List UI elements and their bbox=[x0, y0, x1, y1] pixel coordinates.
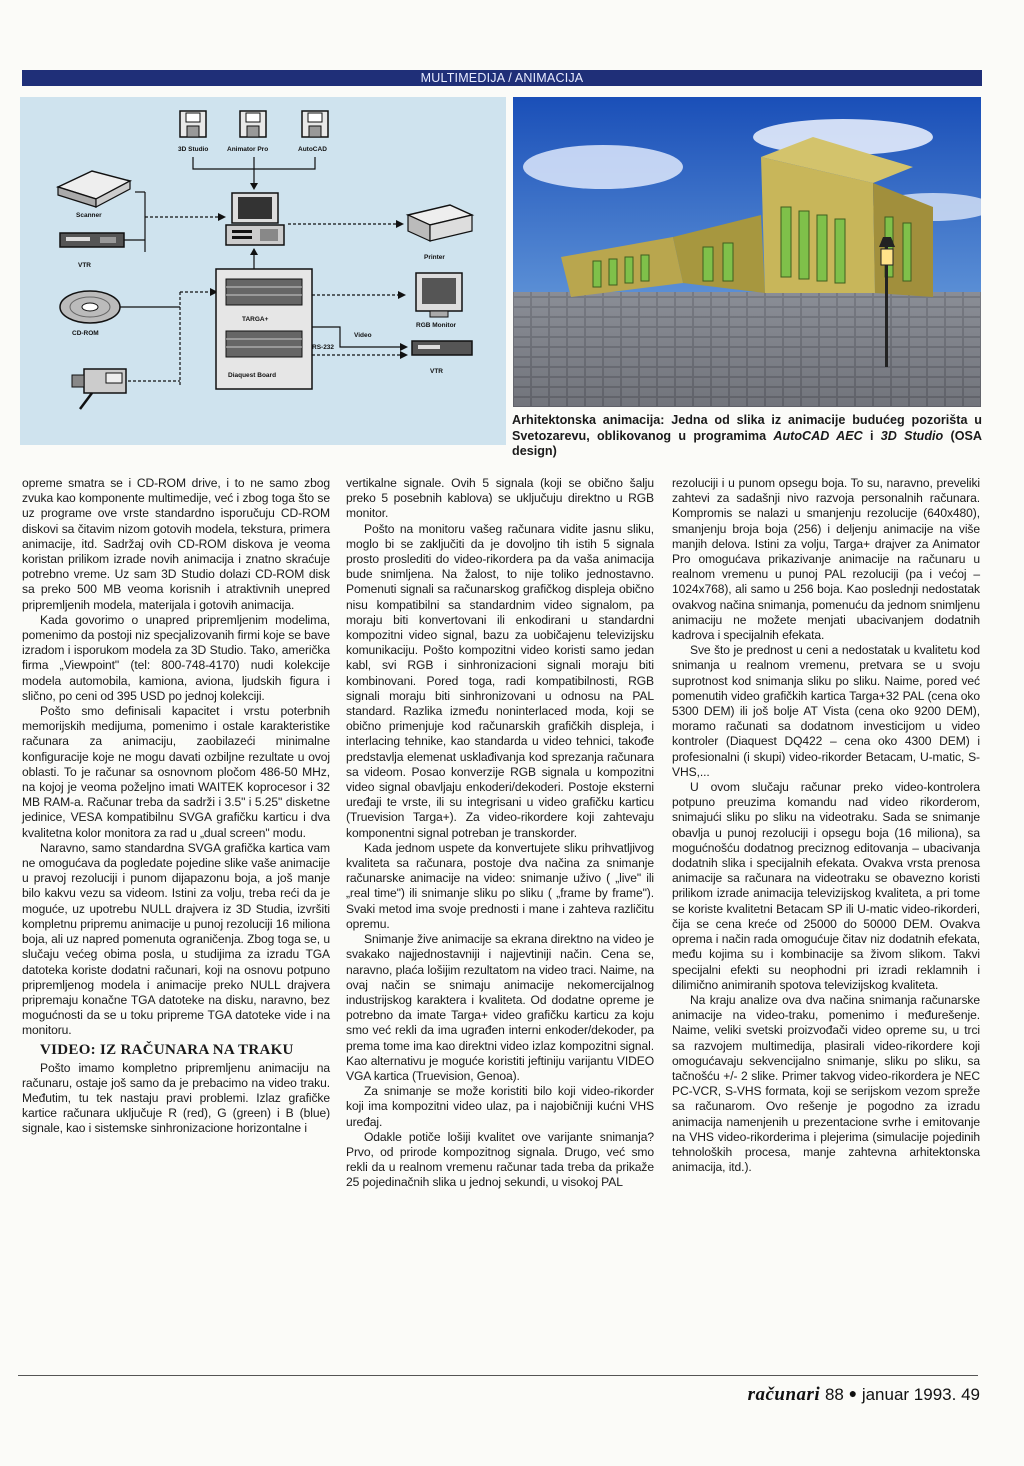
paragraph: Na kraju analize ova dva načina snimanja računarske animacije na video-traku, pomenimo i međurešenje. Naime, veliki svetski proizvođači video opreme su, u trci sa razvojem multimedija, plasirali video-rikordere koji omogućavaju sekvencijalno snimanje, sliku po sliku, sa tačnošću +/- 2 slike. Primer takvog video-rikordera je NEC PC-VCR, S-VHS formata, koji se serijskom vezom spreže sa računarom. Ovo rešenje je pogodno za izradu animacija namenjenih u prezentacione svrhe i emitovanje na VHS video-rikorderima i plejerima (simulacije pojedinih tehnoloških procesa, manje zahtevna arhitektonska animacija, itd.). bbox=[672, 992, 980, 1175]
bullet-separator: ● bbox=[848, 1385, 858, 1401]
text-column-2 bbox=[346, 476, 654, 1191]
label-3d-studio: 3D Studio bbox=[178, 146, 209, 153]
video-camera-icon bbox=[72, 369, 126, 409]
text-column-1 bbox=[22, 476, 330, 1137]
page-number: 49 bbox=[961, 1385, 980, 1404]
paragraph: Kada jednom uspete da konvertujete sliku prihvatljivog kvaliteta sa računara, postoje dva načina za snimanje računarske animacije na video: snimanje uživo ( „live" ili „real time") ili snimanje sliku po sliku ( „frame by frame"). Svaki metod ima svoje prednosti i mane i zahteva različitu opremu. bbox=[346, 840, 654, 931]
issue-date: januar 1993. bbox=[861, 1385, 957, 1404]
label-scanner: Scanner bbox=[76, 212, 102, 219]
label-rgb-monitor: RGB Monitor bbox=[416, 322, 457, 329]
section-header-bar bbox=[22, 70, 982, 86]
printer-icon bbox=[408, 205, 472, 241]
floppy-autocad-icon bbox=[302, 111, 328, 137]
caption-lead: Arhitektonska animacija: Jedna od slika iz animacije budućeg pozorišta u Svetozarevu, oblikovanog u programima bbox=[512, 413, 982, 443]
caption-software2: 3D Studio bbox=[880, 428, 944, 443]
label-rs232: RS-232 bbox=[312, 344, 335, 351]
label-autocad: AutoCAD bbox=[298, 146, 327, 153]
scanner-icon bbox=[58, 171, 130, 207]
paragraph: Snimanje žive animacije sa ekrana direktno na video je svakako najjednostavniji i najjevtiniji način. Cena se, naravno, plaća lošijim rezultatom na video traci. Naime, na ovaj način se snimaju animacije nekomercijalnog industrijskog karaktera i kvaliteta. Od dodatne opreme je potrebno da imate Targa+ video grafičku karticu za koju smo već rekli da ima ugrađen interni enkoder/dekoder, pa prema tome ima kao direktni video izlaz kompozitni signal. Kao alternativu je moguće koristiti jeftiniju varijantu VIDEO VGA kartica (Truevision, Genoa). bbox=[346, 932, 654, 1083]
label-vtr-left: VTR bbox=[78, 262, 91, 269]
paragraph: Pošto smo definisali kapacitet i vrstu poterbnih memorijskih medijuma, pomenimo i ostale karakteristike računara za animaciju, zaobilazeći minimalne konfiguracije koje ne mogu davati ozbiljne rezultate u ovoj oblasti. To je računar sa osnovnom pločom 486-50 MHz, na kojoj je veoma poželjno imati WAITEK koprocesor i 32 MB RAM-a. Računar treba da sadrži i 3.5" i 5.25" disketne jedinice, VESA kompatibilnu SVGA grafičku karticu i dva kvalitetna kolor monitora za rad u „dual screen" modu. bbox=[22, 704, 330, 840]
paragraph: Pošto imamo kompletno pripremljenu animaciju na računaru, ostaje još samo da je prebacimo na video traku. Međutim, tu tek nastaju pravi problemi. Izlaz grafičke kartice računara uključuje R (red), G (green) i B (blue) signale, kao i sistemske sinhronizacione horizontalne i bbox=[22, 1060, 330, 1136]
floppy-3d-studio-icon bbox=[180, 111, 206, 137]
image-caption bbox=[512, 413, 982, 460]
label-video: Video bbox=[354, 332, 372, 339]
render-svg bbox=[513, 97, 981, 407]
vtr-left-icon bbox=[60, 233, 124, 247]
vtr-right-icon bbox=[412, 341, 472, 355]
paragraph: Naravno, samo standardna SVGA grafička kartica vam ne omogućava da pogledate pojedine slike vaše animacije u pravoj rezoluciji i punom dijapazonu boja, a još manje bilo kakvu vezu sa videom. Istini za volju, treba reći da je moguće, uz upotrebu NULL drajvera iz 3D Studia, izvršiti kompletnu pripremu animacije u punoj rezoluciji 16 miliona boja, ali uz napred pomenuta ograničenja. Zbog toga se, u slučaju većeg obima posla, u studijima za izradu TGA datoteka koriste dodatni računari, koji na osnovu potpuno pripremljenog modela i animacije preko NULL drajvera pripremaju konačne TGA datoteke na disku, naravno, bez mogućnosti da se u toku pripreme TGA datoteke vide i na monitoru. bbox=[22, 840, 330, 1038]
diagram-svg bbox=[20, 97, 506, 445]
label-cdrom: CD-ROM bbox=[72, 330, 99, 337]
label-targa: TARGA+ bbox=[242, 316, 269, 323]
rgb-monitor-icon bbox=[416, 273, 462, 317]
system-diagram bbox=[20, 97, 506, 445]
caption-software: AutoCAD AEC bbox=[773, 428, 863, 443]
paragraph: Sve što je prednost u ceni a nedostatak u kvalitetu kod snimanja u realnom vremenu, pretvara se u svoju suprotnost kod snimanja sliku po sliku. Naime, pored već pomenutih video grafičkih kartica Targa+32 PAL (cena oko 5300 DEM) ili još bolje AT Vista (cena oko 9200 DEM), moramo računati sa dodatnom investicijom u video kontroler (Diaquest DQ422 – cena oko 4300 DEM) i profesionalni (i skupi) video-rikorder Betacam, U-matic, S-VHS,... bbox=[672, 643, 980, 779]
caption-tail: (OSA design) bbox=[512, 428, 982, 458]
paragraph: U ovom slučaju računar preko video-kontrolera potpuno preuzima komandu nad video rikorderom, snimajući sliku po sliku na videotraku. Sada se snimanje obavlja u punoj rezoluciji i opsegu boja (16 miliona), sa mogućnošću dodatnog preciznog editovanja – ubacivanja dodatnih slika i specijalnih efekata. Ovakva vrsta prenosa animacije sa računara na videotraku se obavezno koristi prilikom izrade animacija televizijskog kvaliteta, a pri tome se koriste kvalitetni Betacam SP ili U-matic video-rikorderi, čija se cena kreće od 25000 do 50000 DEM. Ovakva oprema i način rada omogućuje čitav niz dodatnih efekata, među kojima su i kombinacije sa živom slikom. Takvi specijalni efekti su neophodni pri izradi reklamnih i dilimično animiranih spotova televizijskog kvaliteta. bbox=[672, 780, 980, 992]
label-printer: Printer bbox=[424, 254, 445, 261]
section-subheading: VIDEO: IZ RAČUNARA NA TRAKU bbox=[40, 1041, 294, 1058]
board-stack bbox=[216, 269, 312, 389]
paragraph: vertikalne signale. Ovih 5 signala (koji se obično šalju preko 5 posebnih kablova) se uključuju direktno u RGB monitor. bbox=[346, 476, 654, 521]
footer-rule bbox=[18, 1375, 978, 1376]
paragraph: Za snimanje se može koristiti bilo koji video-rikorder koji ima kompozitni video ulaz, pa i najobičniji kućni VHS uređaj. bbox=[346, 1084, 654, 1129]
architectural-render-image bbox=[513, 97, 981, 407]
paragraph: Pošto na monitoru vašeg računara vidite jasnu sliku, moglo bi se zaključiti da je dovoljno tih istih 5 signala prosto proslediti do video-rikordera pa da vaša animacija bude snimljena. Na žalost, to nije toliko jednostavno. Pomenuti signali sa računarskog grafičkog displeja obično nisu kompatibilni sa standardnim video signalom, pa moraju biti konvertovani ili enkodirani u standardni kompozitni video signal, bazu za uobičajenu televizijsku komunikaciju. Pošto kompozitni video koristi samo jedan kabl, svi RGB i sinhronizacioni signali moraju biti kombinovani. Pored toga, radi kompatibilnosti, RGB signali moraju biti sinhronizovani u odnosu na PAL standard. Razlika između noninterlaced moda, koji se obično primenjuje kod računarskih grafičkih displeja, i interlacing tehnike, kao standarda u video tehnici, takođe predstavlja elemenat usklađivanja kod sprezanja računara sa videom. Posao konverzije RGB signala u kompozitni video signal obavljaju enkoderi/dekoderi. Postoje eksterni uređaji te vrste, ili su integrisani u video grafičku karticu (Truevision Targa+). Za video-rikordere koji zahtevaju komponentni signal potreban je transkorder. bbox=[346, 521, 654, 840]
text-column-3 bbox=[672, 476, 980, 1175]
caption-mid: i bbox=[862, 428, 881, 443]
issue-number: 88 bbox=[824, 1385, 844, 1404]
pc-computer-icon bbox=[226, 193, 284, 245]
floppy-animator-pro-icon bbox=[240, 111, 266, 137]
cdrom-disc-icon bbox=[60, 291, 120, 323]
section-title: MULTIMEDIJA / ANIMACIJA bbox=[420, 71, 584, 85]
paragraph: rezoluciji i u punom opsegu boja. To su, naravno, preveliki zahtevi za sadašnji nivo razvoja personalnih računara. Kompromis se nalazi u smanjenju rezolucije (640x480), smanjenju broja boja (256) i deljenju animacije na više manjih delova. Istini za volju, Targa+ drajver za Animator Pro omogućava prikazivanje animacije na računaru u realnom vremenu u punoj PAL rezoluciji (pa i većoj – 1024x768), ali samo u 256 boja. Kao poslednji nedostatak ovakvog načina snimanja, pomenuću da jednom snimljenu animaciju ne možete menjati ubacivanjem dodatnih kadrova i specijalnih efekata. bbox=[672, 476, 980, 643]
label-animator-pro: Animator Pro bbox=[227, 146, 269, 153]
page-footer bbox=[748, 1383, 980, 1405]
paragraph: opreme smatra se i CD-ROM drive, i to ne samo zbog zvuka kao komponente multimedije, već i zbog toga što se uz programe ove vrste standardno isporučuju CD-ROM diskovi sa čitavim nizom gotovih modela, tekstura, primera animacije, itd. Sadržaj ovih CD-ROM diskova je veoma koristan prilikom izrade novih animacija i znatno skraćuje potrebno vreme. Uz sam 3D Studio dolazi CD-ROM disk sa preko 500 MB veoma korisnih i atraktivnih unepred pripremljenih modela, materijala i gotovih animacija. bbox=[22, 476, 330, 612]
magazine-brand: računari bbox=[747, 1384, 821, 1405]
label-diaquest: Diaquest Board bbox=[228, 372, 277, 379]
paragraph: Kada govorimo o unapred pripremljenim modelima, pomenimo da postoji niz specjalizovanih firmi koje se bave izradom i isporukom modela za 3D Studio. Tako, američka firma „Viewpoint" (tel: 800-748-4170) nudi kolekcije modela automobila, kamiona, aviona, ljudskih figura i slično, po ceni od 395 USD po jednoj kolekciji. bbox=[22, 612, 330, 703]
label-vtr-right: VTR bbox=[430, 368, 443, 375]
paragraph: Odakle potiče lošiji kvalitet ove varijante snimanja? Prvo, od prirode kompozitnog signala. Drugo, već smo rekli da u realnom vremenu računar tada treba da prikaže 25 pojedinačnih slika u jednoj sekundi, u visokoj PAL bbox=[346, 1129, 654, 1190]
